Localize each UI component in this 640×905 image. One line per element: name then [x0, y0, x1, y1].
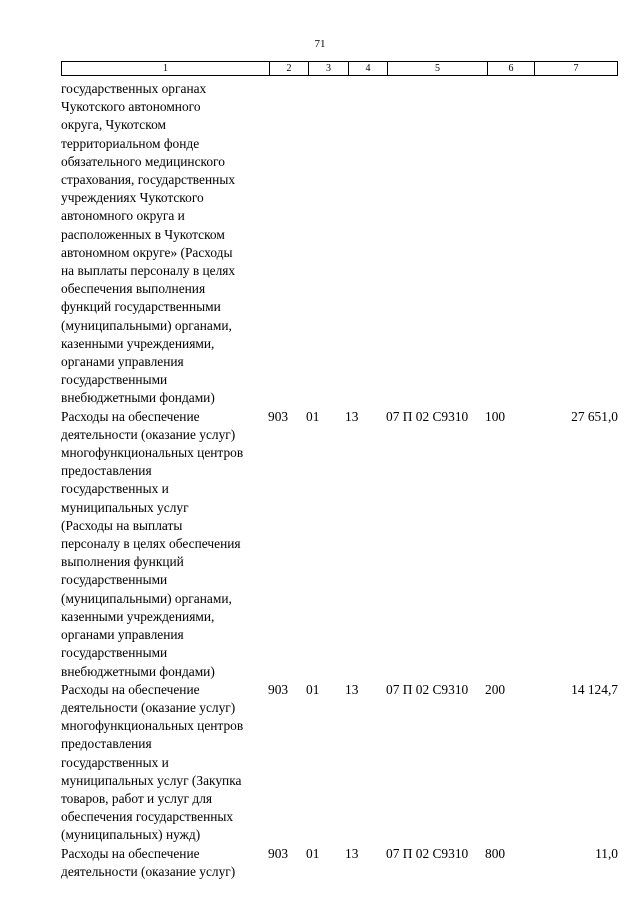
- table-body: [61, 80, 618, 881]
- header-col-6: 6: [488, 62, 535, 76]
- row-expense-type: 800: [485, 845, 506, 861]
- row-target-article: 07 П 02 С9310: [386, 681, 469, 697]
- column-number-header: [61, 61, 618, 76]
- table-row: [61, 681, 618, 845]
- header-col-2: 2: [270, 62, 309, 76]
- row-ministry-code: 903: [268, 681, 289, 697]
- row-expense-type: 200: [485, 681, 506, 697]
- row-amount: 14 124,7: [571, 681, 618, 697]
- row-subsection: 13: [345, 845, 359, 861]
- row-target-article: 07 П 02 С9310: [386, 845, 469, 861]
- row-description: Расходы на обеспечение деятельности (оказание услуг) многофункциональных центров предоставления государственных и муниципальных услуг (Закупка товаров, работ и услуг для обеспечения государственных (муниципальных) нужд): [61, 681, 244, 843]
- row-description: Расходы на обеспечение деятельности (оказание услуг) многофункциональных центров предоставления государственных и муниципальных услуг (Расходы на выплаты персоналу в целях обеспечения выполнения функций государственными (муниципальными) органами, казенными учреждениями, органами управления государственными внебюджетными фондами): [61, 408, 244, 679]
- row-description: государственных органах Чукотского автономного округа, Чукотском территориальном фонде обязательного медицинского страхования, государственных учреждениях Чукотского автономного округа и расположенных в Чукотском автономном округе» (Расходы на выплаты персоналу в целях обеспечения выполнения функций государственными (муниципальными) органами, казенными учреждениями, органами управления государственными внебюджетными фондами): [61, 81, 236, 406]
- row-expense-type: 100: [485, 408, 506, 424]
- table-row: [61, 408, 618, 681]
- row-target-article: 07 П 02 С9310: [386, 408, 469, 424]
- row-ministry-code: 903: [268, 845, 289, 861]
- row-section: 01: [306, 681, 320, 697]
- row-section: 01: [306, 408, 320, 424]
- row-amount: 27 651,0: [571, 408, 618, 424]
- header-col-4: 4: [349, 62, 388, 76]
- table-row: [61, 80, 618, 408]
- row-section: 01: [306, 845, 320, 861]
- row-subsection: 13: [345, 408, 359, 424]
- header-col-5: 5: [388, 62, 488, 76]
- header-col-7: 7: [535, 62, 618, 76]
- page-number: 71: [314, 38, 326, 50]
- header-col-1: 1: [62, 62, 270, 76]
- table-row: [61, 845, 618, 881]
- row-amount: 11,0: [595, 845, 618, 861]
- row-description: Расходы на обеспечение деятельности (оказание услуг): [61, 845, 236, 879]
- header-col-3: 3: [309, 62, 349, 76]
- row-ministry-code: 903: [268, 408, 289, 424]
- row-subsection: 13: [345, 681, 359, 697]
